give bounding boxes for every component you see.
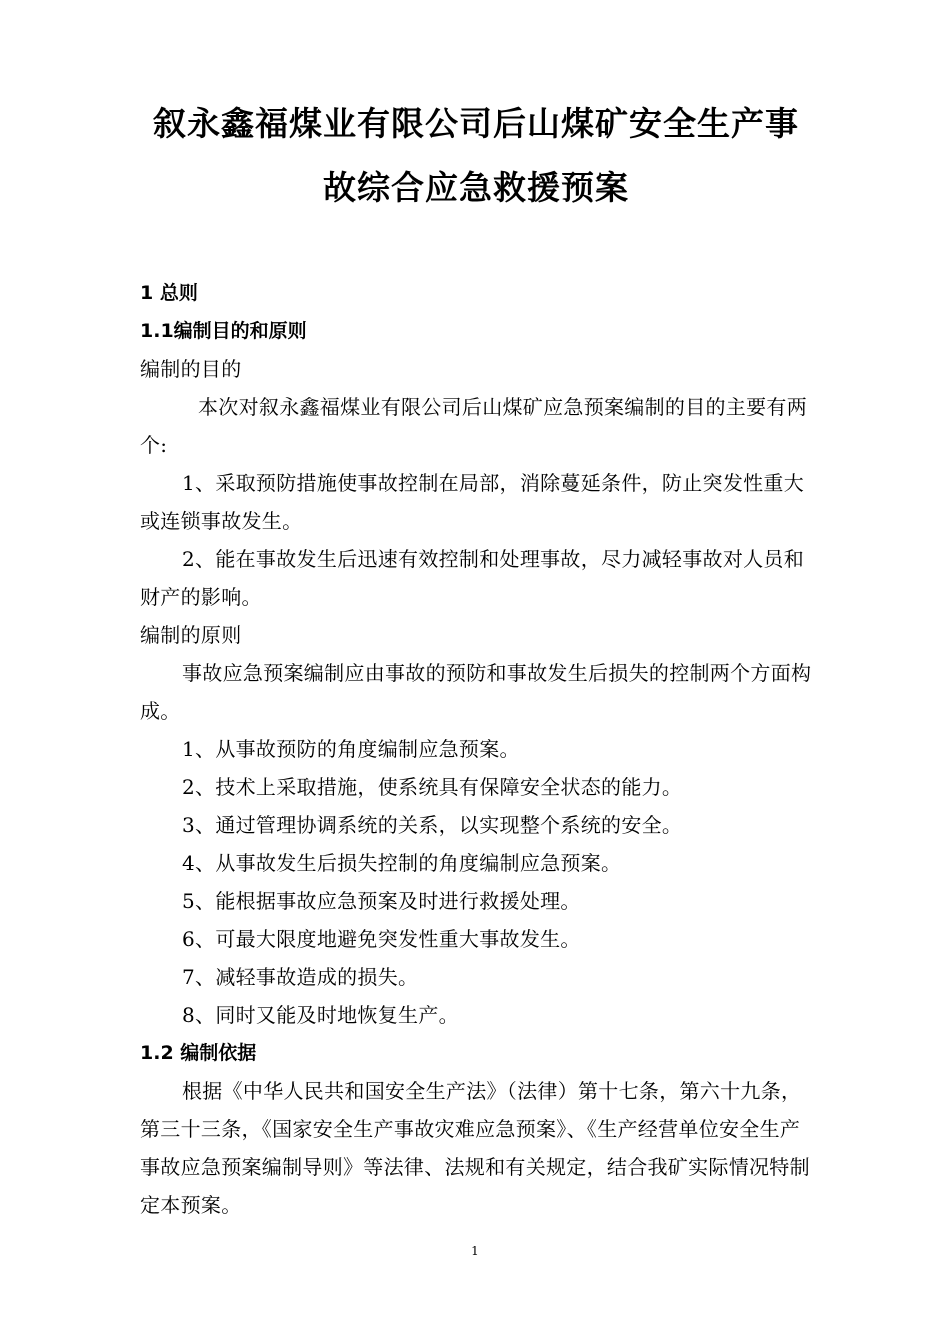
- document-title: [140, 92, 812, 220]
- section-heading-general: 1 总则: [140, 282, 198, 304]
- principle-label: 编制的原则: [140, 623, 242, 647]
- title-line-2: 故综合应急救援预案: [323, 168, 629, 207]
- principle-item: 7、减轻事故造成的损失。: [182, 965, 419, 989]
- subsection-heading-purpose-principles: 1.1编制目的和原则: [140, 320, 307, 342]
- principle-item: 3、通过管理协调系统的关系，以实现整个系统的安全。: [182, 813, 683, 837]
- subsection-heading-basis: 1.2 编制依据: [140, 1042, 257, 1064]
- purpose-item: 1、采取预防措施使事故控制在局部，消除蔓延条件，防止突发性重大或连锁事故发生。: [140, 471, 805, 533]
- principle-item: 8、同时又能及时地恢复生产。: [182, 1003, 459, 1027]
- title-line-1: 叙永鑫福煤业有限公司后山煤矿安全生产事: [153, 104, 799, 143]
- purpose-paragraph: 本次对叙永鑫福煤业有限公司后山煤矿应急预案编制的目的主要有两个:: [140, 395, 807, 457]
- basis-paragraph: 根据《中华人民共和国安全生产法》（法律）第十七条，第六十九条，第三十三条，《国家安全生产事故灾难应急预案》、《生产经营单位安全生产事故应急预案编制导则》等法律、法规和有关规定，结合我矿实际情况特制定本预案。: [140, 1079, 810, 1217]
- principle-item: 5、能根据事故应急预案及时进行救援处理。: [182, 889, 581, 913]
- principle-item: 1、从事故预防的角度编制应急预案。: [182, 737, 520, 761]
- principle-item: 6、可最大限度地避免突发性重大事故发生。: [182, 927, 581, 951]
- purpose-label: 编制的目的: [140, 357, 242, 381]
- document-page: [140, 92, 812, 1224]
- page-number: 1: [471, 1244, 479, 1258]
- principle-paragraph: 事故应急预案编制应由事故的预防和事故发生后损失的控制两个方面构成。: [140, 661, 812, 723]
- principle-item: 2、技术上采取措施，使系统具有保障安全状态的能力。: [182, 775, 683, 799]
- principle-item: 4、从事故发生后损失控制的角度编制应急预案。: [182, 851, 622, 875]
- purpose-item: 2、能在事故发生后迅速有效控制和处理事故，尽力减轻事故对人员和财产的影响。: [140, 547, 805, 609]
- title-spacer: [140, 220, 812, 274]
